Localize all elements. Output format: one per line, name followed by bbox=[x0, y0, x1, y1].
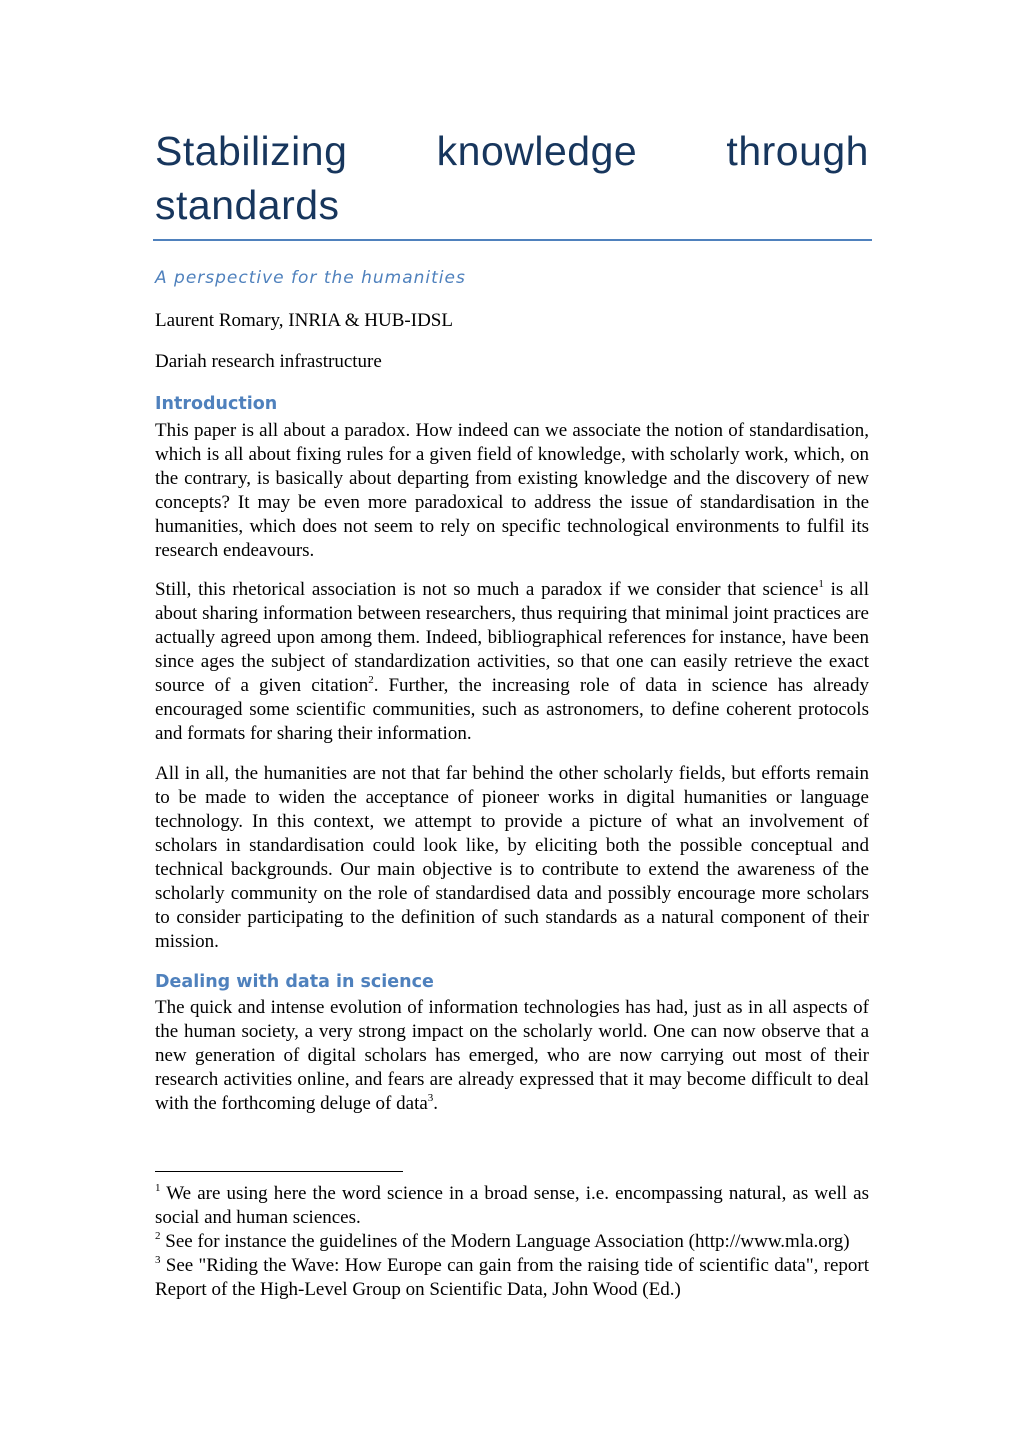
footnote-ref: 2 bbox=[368, 674, 374, 686]
paragraph-text: The quick and intense evolution of information technologies has had, just as in all aspects of the human society, a very strong impact on the scholarly world. One can now observe that a new generation of digital scholars has emerged, who are now carrying out most of their research activities online, and fears are already expressed that it may become difficult to deal with the forthcoming deluge of data bbox=[155, 997, 869, 1114]
paragraph-text: . bbox=[433, 1093, 439, 1114]
section-heading-introduction: Introduction bbox=[155, 394, 278, 414]
footnote bbox=[155, 1182, 869, 1230]
paragraph-text: is all about sharing information between researchers, thus requiring that minimal joint practices are actually agreed upon among them. Indeed, bibliographical references for instance, have been since ages the subject of standardization activities, so that one can easily retrieve the exact source of a given citation bbox=[155, 579, 869, 696]
footnote-ref: 3 bbox=[427, 1092, 434, 1104]
paragraph-text: Still, this rhetorical association is not so much a paradox if we consider that science bbox=[155, 579, 819, 600]
document-title: Stabilizing knowledge through standards bbox=[155, 128, 869, 228]
footnote-number: 1 bbox=[155, 1182, 161, 1194]
footnote-ref: 1 bbox=[818, 578, 824, 590]
author-line: Laurent Romary, INRIA & HUB-IDSL bbox=[155, 310, 453, 331]
section-heading-data-in-science: Dealing with data in science bbox=[155, 972, 434, 992]
footnote-text: See "Riding the Wave: How Europe can gain from the raising tide of scientific data", report Report of the High-Level Group on Scientific Data, John Wood (Ed.) bbox=[155, 1255, 869, 1300]
footnote bbox=[155, 1254, 869, 1302]
title-divider bbox=[153, 239, 872, 241]
document-subtitle: A perspective for the humanities bbox=[155, 268, 466, 288]
paragraph: All in all, the humanities are not that far behind the other scholarly fields, but efforts remain to be made to widen the acceptance of pioneer works in digital humanities or language technology. In this context, we attempt to provide a picture of what an involvement of scholars in standardisation could look like, by eliciting both the possible conceptual and technical backgrounds. Our main objective is to contribute to extend the awareness of the scholarly community on the role of standardised data and possibly encourage more scholars to consider participating to the definition of such standards as a natural component of their mission. bbox=[155, 763, 869, 952]
affiliation-line: Dariah research infrastructure bbox=[155, 351, 382, 372]
paragraph-text: . Further, the increasing role of data in science has already encouraged some scientific communities, such as astronomers, to define coherent protocols and formats for sharing their information. bbox=[155, 675, 869, 744]
footnote-number: 2 bbox=[155, 1230, 161, 1242]
paragraph: This paper is all about a paradox. How indeed can we associate the notion of standardisation, which is all about fixing rules for a given field of knowledge, with scholarly work, which, on the contrary, is basically about departing from existing knowledge and the discovery of new concepts? It may be even more paradoxical to address the issue of standardisation in the humanities, which does not seem to rely on specific technological environments to fulfil its research endeavours. bbox=[155, 420, 869, 561]
footnote-separator bbox=[155, 1171, 403, 1172]
footnote-number: 3 bbox=[155, 1254, 161, 1266]
footnotes bbox=[155, 1182, 869, 1302]
footnote-text: See for instance the guidelines of the Modern Language Association (http://www.mla.org) bbox=[160, 1231, 850, 1252]
paragraph bbox=[155, 996, 869, 1116]
paragraph bbox=[155, 578, 869, 746]
footnote bbox=[155, 1230, 869, 1254]
footnote-text: We are using here the word science in a broad sense, i.e. encompassing natural, as well as social and human sciences. bbox=[155, 1183, 869, 1228]
